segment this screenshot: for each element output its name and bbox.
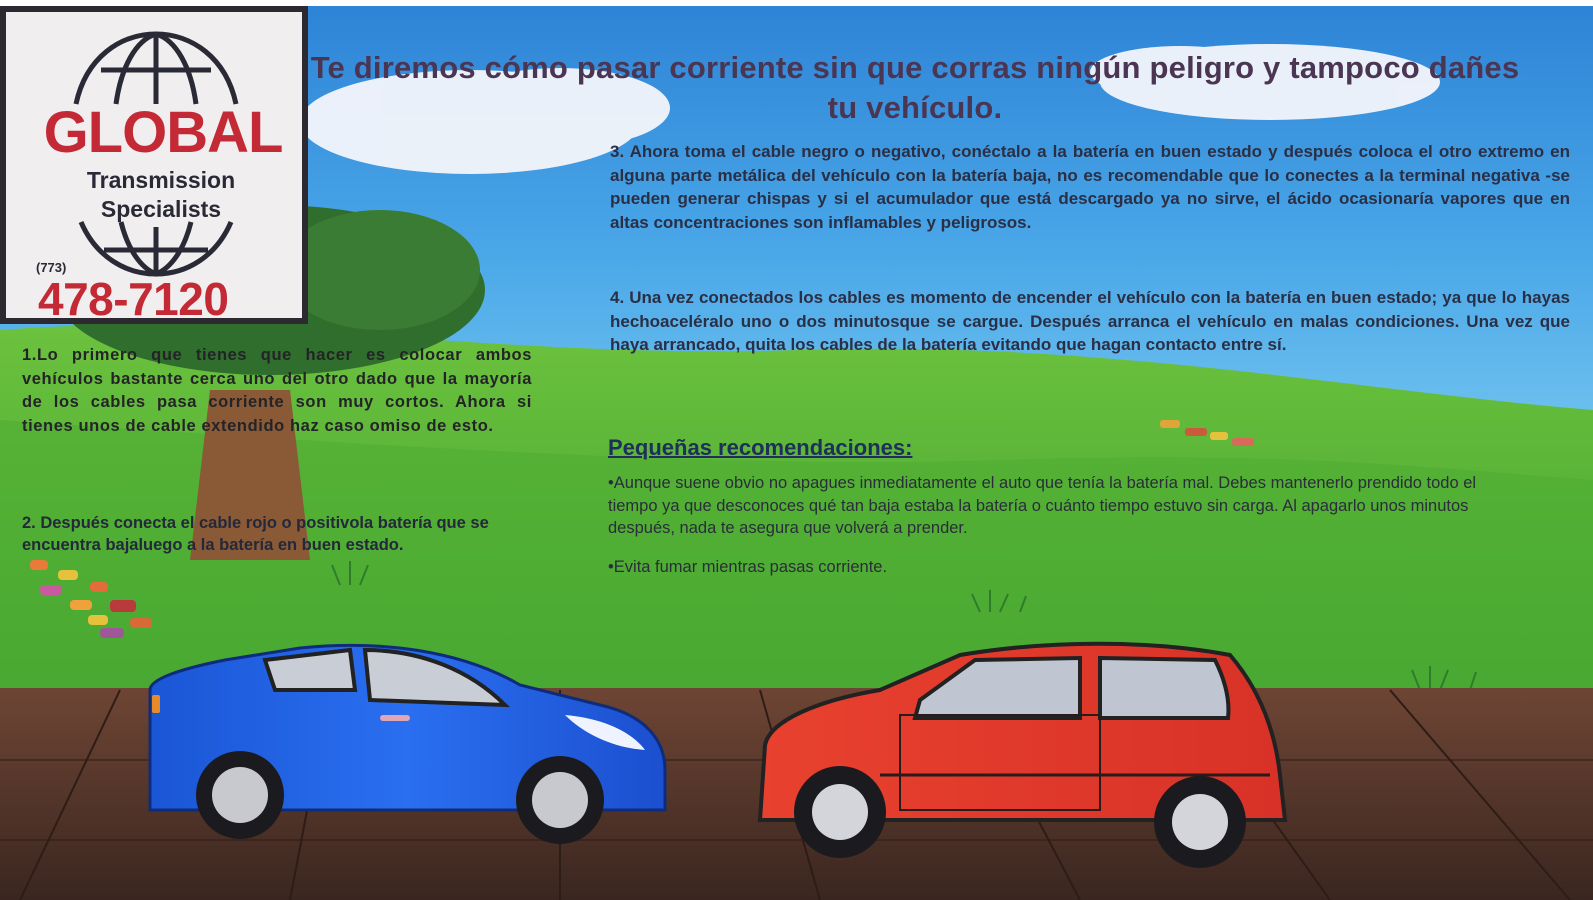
logo-tagline: Transmission (86, 167, 236, 193)
logo-tagline: Specialists (100, 196, 222, 222)
step-4: 4. Una vez conectados los cables es momento de encender el vehículo con la batería en buen estado; ya que lo hayas hechoaceléralo uno o dos minutosque se cargue. Después arranca el vehículo en malas condiciones. Una vez que haya arrancado, quita los cables de la batería evitando que hagan contacto entre sí. (610, 288, 1570, 354)
recommendation-item: •Evita fumar mientras pasas corriente. (608, 558, 888, 576)
phone-number: 478-7120 (38, 273, 229, 325)
phone-area-code: (773) (36, 260, 67, 275)
recommendation-item: •Aunque suene obvio no apagues inmediatamente el auto que tenía la batería mal. Debes mantenerlo prendido todo el tiempo ya que desconoces qué tan baja estaba la batería o cuánto tiempo estuvo sin carga. Al apagarlo unos minutos después, nada te asegura que volverá a prender. (608, 474, 1477, 537)
company-logo (0, 6, 308, 324)
step-3: 3. Ahora toma el cable negro o negativo, conéctalo a la batería en buen estado y después coloca el otro extremo en alguna parte metálica del vehículo con la batería baja, no es recomendable que lo conectes a la terminal negativa -se pueden generar chispas y si el acumulador que está descargado ya no sirve, el ácido ocasionaría vapores que en altas concentraciones son inflamables y peligrosos. (610, 142, 1570, 232)
step-1: 1.Lo primero que tienes que hacer es colocar ambos vehículos bastante cerca uno del otro dado que la mayoría de los cables pasa corriente son muy cortos. Ahora si tienes unos de cable extendido haz caso omiso de esto. (22, 346, 532, 435)
recommendations-heading: Pequeñas recomendaciones: (608, 435, 913, 460)
headline: Te diremos cómo pasar corriente sin que corras ningún peligro y tampoco dañes tu vehículo. (310, 50, 1520, 125)
logo-name: GLOBAL (43, 100, 283, 165)
step-2: 2. Después conecta el cable rojo o positivola batería que se encuentra bajaluego a la batería en buen estado. (22, 514, 489, 554)
